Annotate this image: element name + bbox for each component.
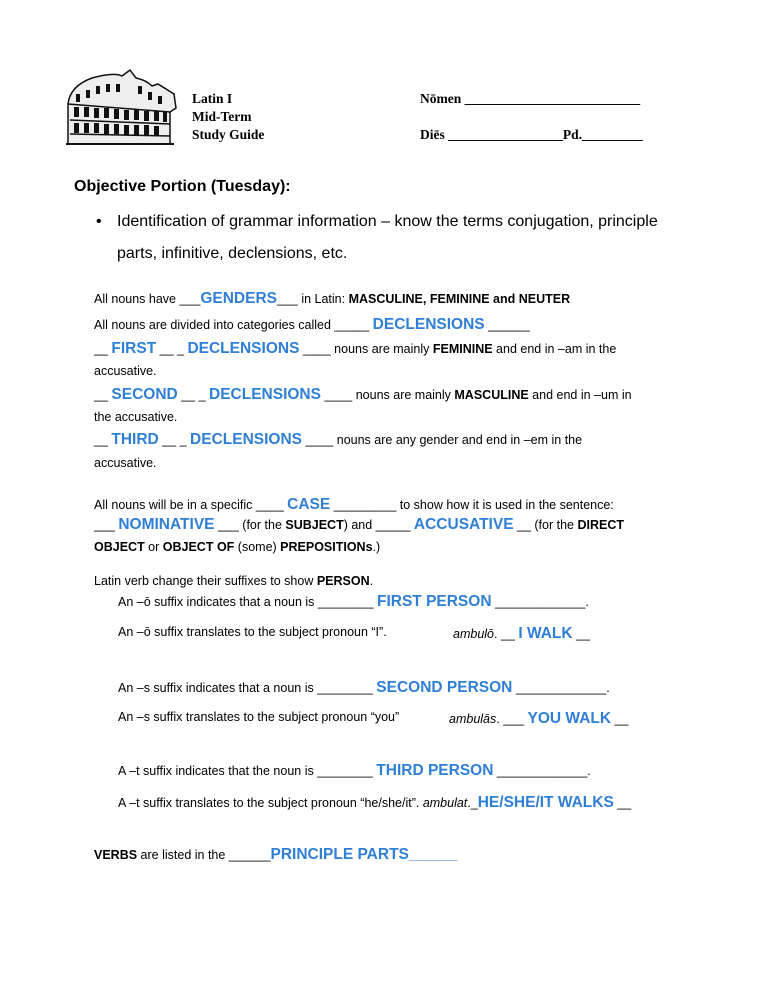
s-suffix-example: ambulās. ___ YOU WALK __ <box>449 710 629 727</box>
principle-parts-line: VERBS are listed in the ______PRINCIPLE PARTS_______ <box>94 846 458 863</box>
case-line: All nouns will be in a specific ____ CASE _________ to show how it is used in the sentence: <box>94 496 614 513</box>
declensions-line: All nouns are divided into categories called _____ DECLENSIONS ______ <box>94 316 530 333</box>
course-doc-type: Study Guide <box>192 127 265 142</box>
answer-third: THIRD <box>111 431 159 448</box>
course-subtitle: Mid-Term <box>192 109 252 124</box>
answer-declensions: DECLENSIONS <box>372 316 485 333</box>
answer-second: SECOND <box>111 386 178 403</box>
answer-second-person: SECOND PERSON <box>376 679 513 696</box>
answer-first: FIRST <box>111 340 157 357</box>
section-title: Objective Portion (Tuesday): <box>74 178 291 195</box>
answer-second-declensions: DECLENSIONS <box>209 386 321 403</box>
o-suffix-translation: An –ō suffix translates to the subject pronoun “I”. <box>118 625 387 639</box>
third-declension-line: __ THIRD __ _ DECLENSIONS ____ nouns are any gender and end in –em in the <box>94 431 583 448</box>
nomen-field[interactable]: Nōmen __________________________ <box>420 91 641 106</box>
answer-you-walk: YOU WALK <box>527 710 612 727</box>
case-types-cont: OBJECT or OBJECT OF (some) PREPOSITIONs.) <box>94 540 381 554</box>
answer-first-declensions: DECLENSIONS <box>187 340 300 357</box>
colosseum-logo <box>62 64 180 148</box>
genders-line: All nouns have ___GENDERS___ in Latin: MASCULINE, FEMININE and NEUTER <box>94 290 571 307</box>
s-suffix-person: An –s suffix indicates that a noun is ________ SECOND PERSON _____________. <box>118 679 610 696</box>
o-suffix-example: ambulō. __ I WALK __ <box>453 625 590 642</box>
answer-he-she-it-walks: HE/SHE/IT WALKS <box>477 794 614 811</box>
second-declension-cont: the accusative. <box>94 410 178 424</box>
first-declension-cont: accusative. <box>94 364 157 378</box>
course-title: Latin I <box>192 91 233 106</box>
answer-case: CASE <box>287 496 331 513</box>
verbs-intro: Latin verb change their suffixes to show PERSON. <box>94 574 374 588</box>
second-declension-line: __ SECOND __ _ DECLENSIONS ____ nouns are mainly MASCULINE and end in –um in <box>94 386 632 403</box>
bullet-dot: • <box>96 213 102 230</box>
answer-first-person: FIRST PERSON <box>376 593 492 610</box>
answer-nominative: NOMINATIVE <box>118 516 215 533</box>
dies-pd-field[interactable]: Diēs _________________Pd._________ <box>420 127 643 142</box>
answer-genders: GENDERS <box>200 290 277 307</box>
third-declension-cont: accusative. <box>94 456 157 470</box>
bullet-line-1: Identification of grammar information – know the terms conjugation, principle <box>117 213 658 230</box>
t-suffix-translation: A –t suffix translates to the subject pronoun “he/she/it”. ambulat._HE/SHE/IT WALKS __ <box>118 794 632 811</box>
answer-accusative: ACCUSATIVE <box>413 516 514 533</box>
first-declension-line: __ FIRST __ _ DECLENSIONS ____ nouns are mainly FEMININE and end in –am in the <box>94 340 617 357</box>
bullet-line-2: parts, infinitive, declensions, etc. <box>117 245 348 262</box>
answer-third-declensions: DECLENSIONS <box>190 431 302 448</box>
o-suffix-person: An –ō suffix indicates that a noun is ________ FIRST PERSON _____________. <box>118 593 589 610</box>
t-suffix-person: A –t suffix indicates that the noun is ________ THIRD PERSON _____________. <box>118 762 591 779</box>
s-suffix-translation: An –s suffix translates to the subject pronoun “you” <box>118 710 400 724</box>
answer-principle-parts: PRINCIPLE PARTS <box>270 846 409 863</box>
answer-i-walk: I WALK <box>518 625 573 642</box>
answer-third-person: THIRD PERSON <box>376 762 494 779</box>
case-types-line: ___ NOMINATIVE ___ (for the SUBJECT) and _____ ACCUSATIVE __ (for the DIRECT <box>94 516 624 533</box>
